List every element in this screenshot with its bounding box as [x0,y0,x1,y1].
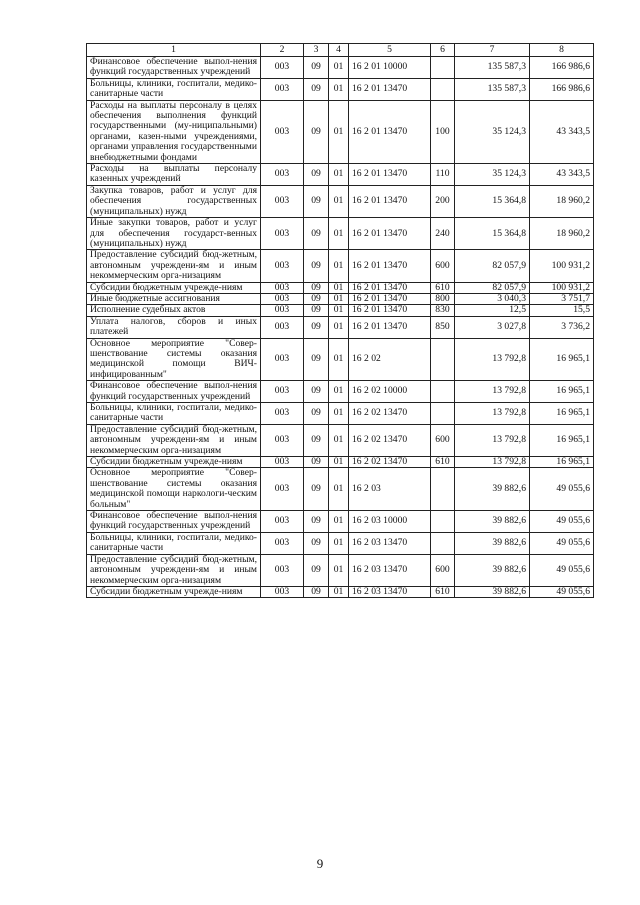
row-subsection-cell: 01 [329,468,349,511]
row-section-cell: 09 [304,57,329,79]
table-row [87,316,594,338]
row-expense-type-cell: 610 [431,457,455,468]
row-amount-year1-cell: 135 587,3 [455,57,530,79]
row-expense-type-cell: 240 [431,218,455,250]
row-amount-year1-cell: 15 364,8 [455,218,530,250]
row-amount-year1-cell: 13 792,8 [455,403,530,425]
row-expense-type-cell: 830 [431,305,455,316]
row-amount-year2-cell: 3 751,7 [530,293,594,304]
row-grbs-cell: 003 [261,305,304,316]
row-grbs-cell: 003 [261,554,304,586]
row-amount-year1-cell: 3 027,8 [455,316,530,338]
row-grbs-cell: 003 [261,457,304,468]
row-amount-year2-cell: 49 055,6 [530,532,594,554]
row-target-article-cell: 16 2 02 13470 [349,457,431,468]
row-subsection-cell: 01 [329,457,349,468]
row-expense-type-cell [431,511,455,533]
row-expense-type-cell: 200 [431,185,455,217]
column-header: 2 [261,44,304,57]
row-section-cell: 09 [304,293,329,304]
row-grbs-cell: 003 [261,57,304,79]
row-subsection-cell: 01 [329,403,349,425]
row-expense-type-cell: 100 [431,100,455,163]
row-subsection-cell: 01 [329,78,349,100]
row-amount-year2-cell: 18 960,2 [530,185,594,217]
row-section-cell: 09 [304,586,329,597]
row-expense-type-cell [431,78,455,100]
row-expense-type-cell [431,338,455,381]
row-expense-type-cell: 850 [431,316,455,338]
row-subsection-cell: 01 [329,185,349,217]
row-grbs-cell: 003 [261,185,304,217]
row-target-article-cell: 16 2 01 13470 [349,218,431,250]
row-name-cell: Иные закупки товаров, работ и услуг для обеспечения государст-венных (муниципальных) нужд [87,218,261,250]
row-section-cell: 09 [304,457,329,468]
row-name-cell: Иные бюджетные ассигнования [87,293,261,304]
row-subsection-cell: 01 [329,424,349,456]
column-header: 4 [329,44,349,57]
row-grbs-cell: 003 [261,250,304,282]
row-subsection-cell: 01 [329,316,349,338]
row-amount-year2-cell: 16 965,1 [530,457,594,468]
table-row [87,468,594,511]
row-name-cell: Расходы на выплаты персоналу казенных учреждений [87,164,261,186]
row-expense-type-cell [431,403,455,425]
table-row [87,78,594,100]
row-amount-year2-cell: 43 343,5 [530,164,594,186]
row-section-cell: 09 [304,185,329,217]
row-section-cell: 09 [304,403,329,425]
row-amount-year1-cell: 39 882,6 [455,532,530,554]
row-name-cell: Финансовое обеспечение выпол-нения функций государственных учреждений [87,511,261,533]
row-target-article-cell: 16 2 01 13470 [349,293,431,304]
row-amount-year1-cell: 82 057,9 [455,282,530,293]
row-grbs-cell: 003 [261,282,304,293]
row-grbs-cell: 003 [261,164,304,186]
row-section-cell: 09 [304,424,329,456]
row-grbs-cell: 003 [261,424,304,456]
row-section-cell: 09 [304,282,329,293]
table-row [87,305,594,316]
row-section-cell: 09 [304,164,329,186]
table-body [87,57,594,598]
row-name-cell: Больницы, клиники, госпитали, медико-санитарные части [87,78,261,100]
table-row [87,185,594,217]
row-target-article-cell: 16 2 01 13470 [349,78,431,100]
row-target-article-cell: 16 2 02 13470 [349,424,431,456]
row-target-article-cell: 16 2 01 13470 [349,282,431,293]
row-amount-year2-cell: 16 965,1 [530,424,594,456]
row-name-cell: Субсидии бюджетным учрежде-ниям [87,282,261,293]
column-header: 1 [87,44,261,57]
row-subsection-cell: 01 [329,338,349,381]
row-target-article-cell: 16 2 03 13470 [349,586,431,597]
row-expense-type-cell [431,468,455,511]
row-target-article-cell: 16 2 02 10000 [349,381,431,403]
table-row [87,250,594,282]
row-subsection-cell: 01 [329,511,349,533]
row-grbs-cell: 003 [261,78,304,100]
row-amount-year2-cell: 3 736,2 [530,316,594,338]
row-expense-type-cell: 600 [431,554,455,586]
row-target-article-cell: 16 2 01 13470 [349,305,431,316]
row-amount-year1-cell: 39 882,6 [455,511,530,533]
row-amount-year1-cell: 15 364,8 [455,185,530,217]
row-amount-year1-cell: 13 792,8 [455,424,530,456]
row-amount-year1-cell: 39 882,6 [455,468,530,511]
row-grbs-cell: 003 [261,511,304,533]
row-expense-type-cell: 600 [431,250,455,282]
column-header: 6 [431,44,455,57]
row-expense-type-cell [431,57,455,79]
row-amount-year2-cell: 16 965,1 [530,403,594,425]
row-subsection-cell: 01 [329,532,349,554]
row-target-article-cell: 16 2 01 13470 [349,250,431,282]
table-row [87,424,594,456]
row-amount-year2-cell: 166 986,6 [530,57,594,79]
row-grbs-cell: 003 [261,586,304,597]
row-grbs-cell: 003 [261,218,304,250]
row-subsection-cell: 01 [329,305,349,316]
row-name-cell: Основное мероприятие "Совер-шенствование системы оказания медицинской помощи ВИЧ-инфицированным" [87,338,261,381]
row-name-cell: Основное мероприятие "Совер-шенствование системы оказания медицинской помощи наркологи-ческим больным" [87,468,261,511]
row-amount-year2-cell: 49 055,6 [530,511,594,533]
table-row [87,282,594,293]
page-number: 9 [316,856,324,871]
row-section-cell: 09 [304,468,329,511]
row-target-article-cell: 16 2 01 13470 [349,316,431,338]
table-row [87,338,594,381]
row-grbs-cell: 003 [261,316,304,338]
table-row [87,164,594,186]
row-amount-year1-cell: 12,5 [455,305,530,316]
row-name-cell: Субсидии бюджетным учрежде-ниям [87,586,261,597]
table-row [87,100,594,163]
table-row [87,403,594,425]
row-name-cell: Предоставление субсидий бюд-жетным, автономным учреждени-ям и иным некоммерческим орга-низациям [87,424,261,456]
row-grbs-cell: 003 [261,468,304,511]
row-amount-year2-cell: 43 343,5 [530,100,594,163]
row-amount-year1-cell: 13 792,8 [455,457,530,468]
row-expense-type-cell [431,381,455,403]
row-target-article-cell: 16 2 02 [349,338,431,381]
row-amount-year2-cell: 49 055,6 [530,586,594,597]
column-header: 3 [304,44,329,57]
row-grbs-cell: 003 [261,532,304,554]
row-target-article-cell: 16 2 03 13470 [349,554,431,586]
row-amount-year1-cell: 13 792,8 [455,338,530,381]
row-expense-type-cell: 610 [431,586,455,597]
budget-table [86,43,594,598]
row-expense-type-cell: 110 [431,164,455,186]
row-subsection-cell: 01 [329,100,349,163]
row-section-cell: 09 [304,554,329,586]
row-grbs-cell: 003 [261,381,304,403]
row-amount-year1-cell: 35 124,3 [455,100,530,163]
row-expense-type-cell: 610 [431,282,455,293]
row-expense-type-cell [431,532,455,554]
row-section-cell: 09 [304,78,329,100]
row-section-cell: 09 [304,532,329,554]
row-name-cell: Расходы на выплаты персоналу в целях обеспечения выполнения функций государственными (му-ниципальными) органами, казен-ными учреждениями, органами управления государственными внебюджетными фондами [87,100,261,163]
row-section-cell: 09 [304,511,329,533]
row-name-cell: Предоставление субсидий бюд-жетным, автономным учреждени-ям и иным некоммерческим орга-низациям [87,250,261,282]
column-header: 7 [455,44,530,57]
row-name-cell: Закупка товаров, работ и услуг для обеспечения государственных (муниципальных) нужд [87,185,261,217]
row-grbs-cell: 003 [261,338,304,381]
table-row [87,511,594,533]
row-subsection-cell: 01 [329,57,349,79]
row-amount-year1-cell: 39 882,6 [455,586,530,597]
row-amount-year2-cell: 49 055,6 [530,468,594,511]
row-target-article-cell: 16 2 01 13470 [349,185,431,217]
row-amount-year1-cell: 13 792,8 [455,381,530,403]
table-row [87,57,594,79]
row-amount-year1-cell: 39 882,6 [455,554,530,586]
row-target-article-cell: 16 2 03 13470 [349,532,431,554]
row-name-cell: Финансовое обеспечение выпол-нения функций государственных учреждений [87,57,261,79]
row-expense-type-cell: 600 [431,424,455,456]
row-target-article-cell: 16 2 03 [349,468,431,511]
row-name-cell: Субсидии бюджетным учрежде-ниям [87,457,261,468]
row-target-article-cell: 16 2 03 10000 [349,511,431,533]
row-amount-year1-cell: 82 057,9 [455,250,530,282]
row-subsection-cell: 01 [329,586,349,597]
row-name-cell: Уплата налогов, сборов и иных платежей [87,316,261,338]
row-name-cell: Предоставление субсидий бюд-жетным, автономным учреждени-ям и иным некоммерческим орга-низациям [87,554,261,586]
row-section-cell: 09 [304,250,329,282]
row-subsection-cell: 01 [329,250,349,282]
row-target-article-cell: 16 2 02 13470 [349,403,431,425]
row-subsection-cell: 01 [329,554,349,586]
table-row [87,554,594,586]
row-name-cell: Исполнение судебных актов [87,305,261,316]
row-amount-year1-cell: 135 587,3 [455,78,530,100]
row-amount-year2-cell: 100 931,2 [530,282,594,293]
row-amount-year2-cell: 49 055,6 [530,554,594,586]
row-section-cell: 09 [304,338,329,381]
row-target-article-cell: 16 2 01 13470 [349,100,431,163]
row-amount-year2-cell: 16 965,1 [530,381,594,403]
row-section-cell: 09 [304,381,329,403]
row-target-article-cell: 16 2 01 13470 [349,164,431,186]
table-row [87,457,594,468]
column-header: 5 [349,44,431,57]
row-name-cell: Больницы, клиники, госпитали, медико-санитарные части [87,532,261,554]
row-amount-year2-cell: 100 931,2 [530,250,594,282]
table-row [87,532,594,554]
row-grbs-cell: 003 [261,403,304,425]
row-amount-year2-cell: 18 960,2 [530,218,594,250]
row-section-cell: 09 [304,218,329,250]
row-subsection-cell: 01 [329,381,349,403]
row-section-cell: 09 [304,100,329,163]
table-row [87,381,594,403]
row-name-cell: Финансовое обеспечение выпол-нения функций государственных учреждений [87,381,261,403]
row-amount-year1-cell: 35 124,3 [455,164,530,186]
row-amount-year2-cell: 15,5 [530,305,594,316]
row-amount-year2-cell: 16 965,1 [530,338,594,381]
row-section-cell: 09 [304,305,329,316]
row-name-cell: Больницы, клиники, госпитали, медико-санитарные части [87,403,261,425]
row-expense-type-cell: 800 [431,293,455,304]
row-subsection-cell: 01 [329,293,349,304]
table-row [87,586,594,597]
row-subsection-cell: 01 [329,218,349,250]
row-section-cell: 09 [304,316,329,338]
row-target-article-cell: 16 2 01 10000 [349,57,431,79]
row-amount-year2-cell: 166 986,6 [530,78,594,100]
row-grbs-cell: 003 [261,100,304,163]
row-subsection-cell: 01 [329,282,349,293]
table-row [87,293,594,304]
row-grbs-cell: 003 [261,293,304,304]
table-row [87,218,594,250]
header-row [87,44,594,57]
column-header: 8 [530,44,594,57]
row-amount-year1-cell: 3 040,3 [455,293,530,304]
row-subsection-cell: 01 [329,164,349,186]
